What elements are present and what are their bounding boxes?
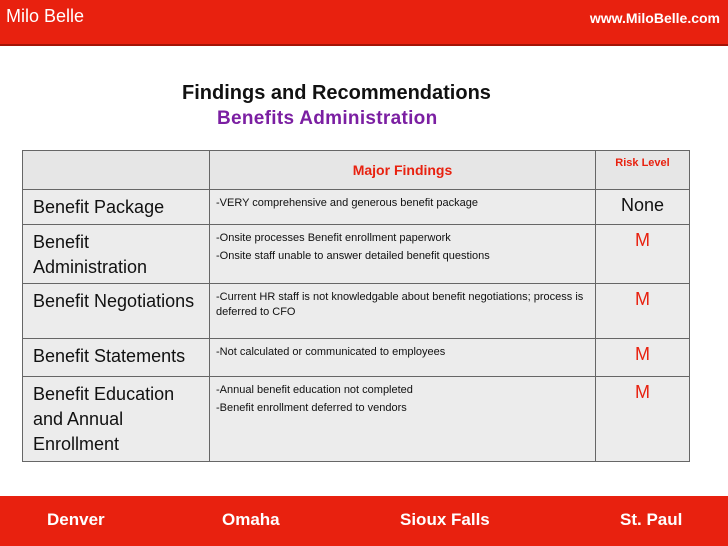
area-cell: Benefit Statements: [23, 339, 210, 377]
brand-name: Milo Belle: [6, 6, 85, 26]
risk-header: Risk Level: [596, 151, 690, 190]
risk-cell: M: [596, 284, 690, 339]
area-header: [23, 151, 210, 190]
table-row: [23, 377, 690, 462]
finding-item: -Benefit enrollment deferred to vendors: [216, 402, 407, 414]
finding-item: -Onsite staff unable to answer detailed benefit questions: [216, 250, 490, 262]
table-row: [23, 225, 690, 284]
city-omaha: Omaha: [222, 510, 280, 529]
area-cell: Benefit Administration: [23, 225, 210, 284]
findings-table: [22, 150, 690, 462]
area-cell: Benefit Negotiations: [23, 284, 210, 339]
top-banner: [0, 0, 728, 46]
table-row: [23, 339, 690, 377]
findings-cell: [210, 377, 596, 462]
finding-item: -VERY comprehensive and generous benefit package: [216, 197, 478, 209]
findings-cell: [210, 225, 596, 284]
table-row: [23, 284, 690, 339]
table-row: [23, 190, 690, 225]
risk-cell: None: [596, 190, 690, 225]
risk-cell: M: [596, 225, 690, 284]
findings-cell: [210, 284, 596, 339]
risk-cell: M: [596, 377, 690, 462]
page-title: Findings and Recommendations: [182, 82, 491, 104]
page-subtitle: Benefits Administration: [217, 108, 438, 129]
area-cell: Benefit Education and Annual Enrollment: [23, 377, 210, 462]
area-cell: Benefit Package: [23, 190, 210, 225]
finding-item: -Not calculated or communicated to employees: [216, 346, 446, 358]
findings-cell: [210, 190, 596, 225]
footer-banner: [0, 496, 728, 546]
findings-header: Major Findings: [210, 151, 596, 190]
city-st-paul: St. Paul: [620, 510, 683, 529]
city-denver: Denver: [47, 510, 105, 529]
finding-item: -Annual benefit education not completed: [216, 384, 413, 396]
table-header-row: [23, 151, 690, 190]
city-sioux-falls: Sioux Falls: [400, 510, 490, 529]
finding-item: -Current HR staff is not knowledgable about benefit negotiations; process is deferred to CFO: [216, 291, 584, 318]
risk-cell: M: [596, 339, 690, 377]
findings-cell: [210, 339, 596, 377]
finding-item: -Onsite processes Benefit enrollment paperwork: [216, 232, 451, 244]
website-url[interactable]: www.MiloBelle.com: [589, 10, 720, 26]
